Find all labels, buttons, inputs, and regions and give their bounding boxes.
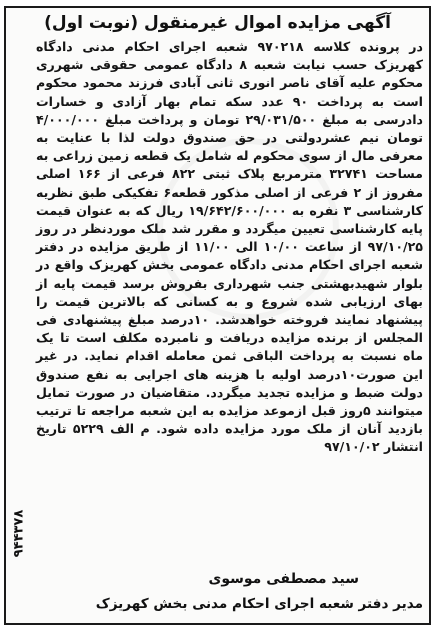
side-code xyxy=(10,478,28,588)
notice-body-text: در پرونده کلاسه ۹۷۰۲۱۸ شعبه اجرای احکام مدنی دادگاه کهریزک حسب نیابت شعبه ۸ دادگاه عمومی حقوقی شهرری محکوم علیه آقای ناصر انوری ثانی آبادی فرزند محمود محکوم است به پرداخت ۹۰ عدد سکه تمام بهار آزادی و خسارات دادرسی به مبلغ ۲۹/۰۳۱/۵۰۰ تومان و پرداخت مبلغ ۴/۰۰۰/۰۰۰ تومان نیم عشردولتی در حق صندوق دولت لذا با عنایت به معرفی مال از سوی محکوم له شامل یک قطعه زمین زراعی به مساحت ۳۲۷۴۱ مترمربع پلاک ثبتی ۸۲۲ فرعی از ۱۶۶ اصلی مفروز از ۲ فرعی از اصلی مذکور قطعه۶ تفکیکی طبق نظریه کارشناسی ۳ نفره به ۱۹/۶۴۲/۶۰۰/۰۰۰ ریال که به عنوان قیمت پایه کارشناسی تعیین میگردد و مقرر شد ملک موردنظر در روز ۹۷/۱۰/۲۵ از ساعت ۱۰/۰۰ الی ۱۱/۰۰ از طریق مزایده در دفتر شعبه اجرای احکام مدنی دادگاه عمومی بخش کهریزک واقع در بلوار شهیدبهشتی جنب شهرداری بفروش برسد قیمت پایه از بهای ارزیابی شده شروع و به کسانی که بالاترین قیمت را پیشنهاد نمایند فروخته خواهدشد. ۱۰درصد مبلغ پیشنهادی فی المجلس از برنده مزایده دریافت و نامبرده مکلف است تا یک ماه نسبت به پرداخت الباقی ثمن معامله اقدام نماید. در غیر این صورت۱۰درصد اولیه با هزینه های اجرایی به نفع صندوق دولت ضبط و مزایده تجدید میگردد. متقاضیان در صورت تمایل میتوانند ۵روز قبل ازموعد مزایده به این شعبه مراجعه تا ترتیب بازدید آنان از ملک مورد مزایده داده شود. م الف ۵۲۲۹ تاریخ انتشار ۹۷/۱۰/۰۲ xyxy=(36,39,424,455)
notice-body xyxy=(36,38,423,457)
side-code-text: ۹۴۴۳۷۸ xyxy=(11,509,27,557)
signer-name: سید مصطفی موسوی xyxy=(208,571,359,587)
notice-title: آگهی مزایده اموال غیرمنقول (نوبت اول) xyxy=(44,13,391,33)
notice-frame xyxy=(4,6,431,625)
signer-title: مدیر دفتر شعبه اجرای احکام مدنی بخش کهریزک xyxy=(95,596,423,612)
